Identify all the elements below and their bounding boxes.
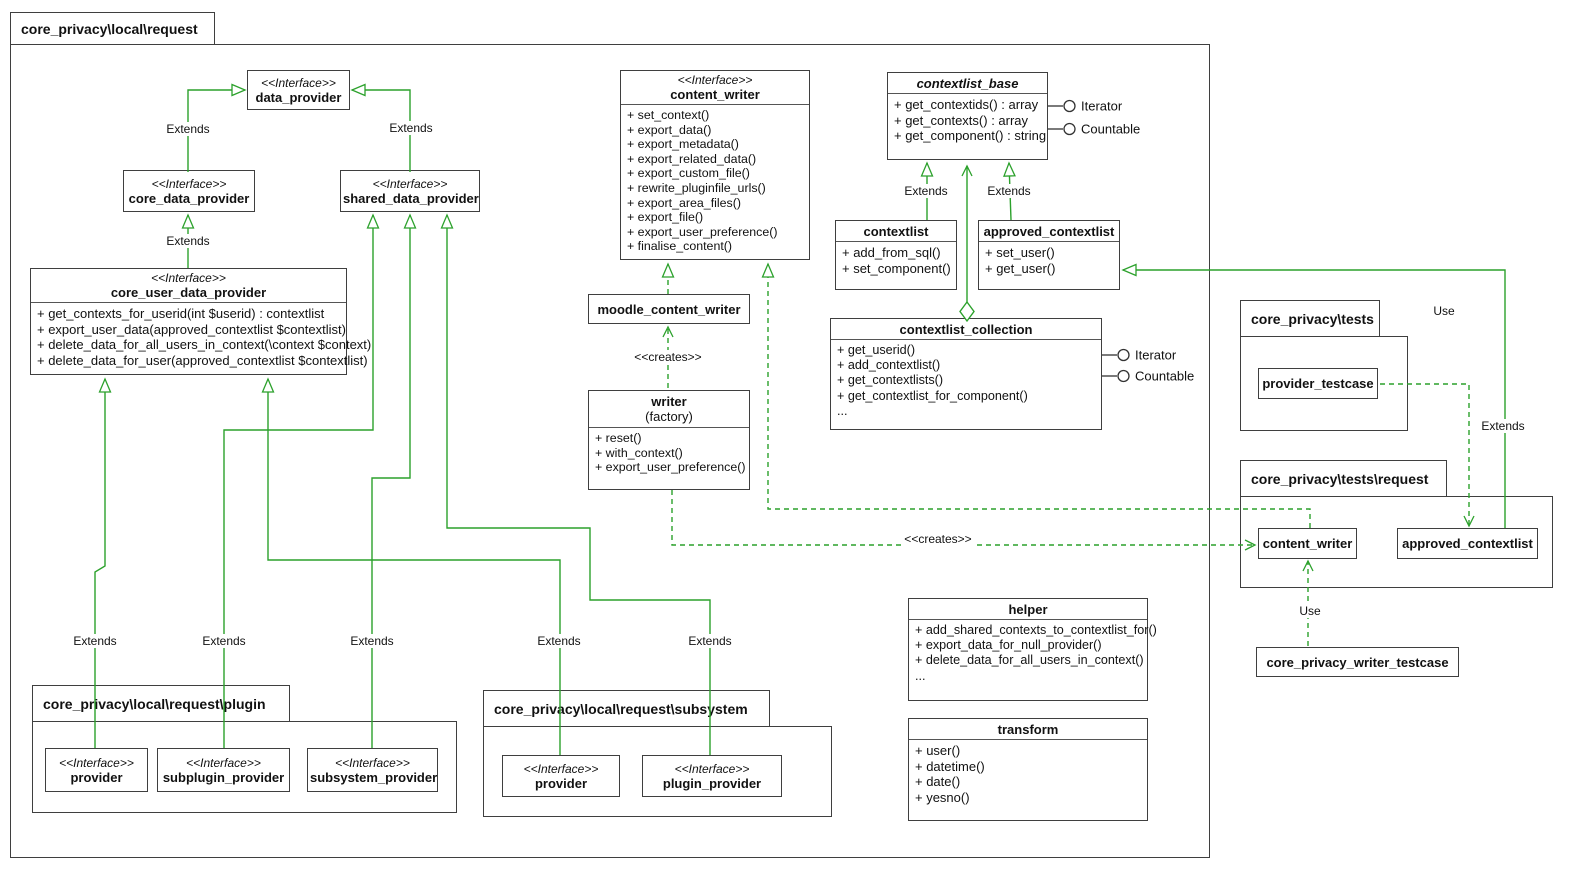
iterator-interface-label: Iterator [1081,98,1123,114]
package-plugin-tab: core_privacy\local\request\plugin [32,685,290,722]
extends-label: Extends [901,184,950,198]
class-title: core_user_data_provider [110,285,267,300]
class-provider-testcase [1258,368,1378,399]
class-title: moodle_content_writer [597,301,741,317]
class-title: subsystem_provider [310,769,438,785]
method: + set_user() [985,245,1055,260]
class-transform [908,718,1148,821]
extends-label: Extends [534,634,583,648]
class-plugin-provider-interface [45,748,148,792]
class-title: contextlist_base [916,76,1019,91]
class-title: approved_contextlist [1402,536,1533,551]
package-tests-tab: core_privacy\tests [1240,300,1380,337]
class-title: writer [651,394,687,409]
extends-label: Extends [163,234,212,248]
method: + add_shared_contexts_to_contextlist_for() [915,623,1157,637]
class-helper [908,598,1157,701]
method: + export_file() [627,210,704,225]
class-contextlist [835,220,957,290]
stereotype: <<Interface>> [151,271,226,285]
stereotype: <<Interface>> [335,755,410,770]
class-core-user-data-provider [30,268,372,375]
class-title: shared_data_provider [343,190,479,206]
creates-label: <<creates>> [631,350,704,364]
method: ... [837,403,848,418]
class-title: provider [70,769,123,785]
class-subsystem-plugin-provider [642,755,782,797]
package-tests-request-tab: core_privacy\tests\request [1240,460,1447,497]
class-subsystem-provider [307,748,438,792]
method: + set_context() [627,108,710,122]
class-subtitle: (factory) [645,409,693,424]
method: + yesno() [915,789,970,805]
method: + add_contextlist() [837,358,941,373]
extends-label: Extends [685,634,734,648]
class-title: content_writer [1262,536,1353,551]
method: + get_contexts() : array [894,112,1029,128]
method: + export_data() [627,122,712,137]
stereotype: <<Interface>> [372,176,448,191]
extends-label: Extends [386,121,435,135]
method: + delete_data_for_all_users_in_context() [915,653,1144,668]
class-moodle-content-writer [588,294,750,324]
method: + reset() [595,431,642,445]
method: + export_user_preference() [627,224,778,239]
method: + with_context() [595,445,683,460]
class-title: approved_contextlist [983,224,1115,239]
use-label: Use [1296,604,1323,618]
class-content-writer-test [1258,528,1357,559]
use-label: Use [1430,304,1457,318]
package-main-tab: core_privacy\local\request [10,12,215,45]
countable-interface-label: Countable [1135,368,1195,384]
stereotype: <<Interface>> [59,755,134,770]
method: + get_contextlist_for_component() [837,388,1028,403]
class-data-provider [247,70,350,110]
stereotype: <<Interface>> [186,755,261,770]
countable-interface-label: Countable [1081,121,1141,137]
class-approved-contextlist-test [1397,528,1538,559]
method: + date() [915,774,961,789]
class-core-data-provider [123,170,255,212]
method: + get_contextlists() [837,373,944,388]
method: + get_component() : string [894,128,1047,143]
method: + export_area_files() [627,195,741,210]
method: + export_metadata() [627,137,739,152]
method: + delete_data_for_user(approved_contextlist $contextlist) [37,352,368,368]
class-subplugin-provider [157,748,290,792]
extends-label: Extends [984,184,1033,198]
method: + get_contexts_for_userid(int $userid) : contextlist [37,306,325,321]
method: ... [915,668,926,683]
package-subsystem-tab: core_privacy\local\request\subsystem [483,690,770,727]
method: + datetime() [915,758,985,774]
class-subsystem-provider-interface [502,755,620,797]
method: + finalise_content() [627,239,733,254]
extends-label: Extends [1478,419,1527,433]
class-title: contextlist_collection [899,322,1033,337]
method: + set_component() [842,260,951,276]
class-writer [588,390,750,490]
class-title: plugin_provider [662,775,762,791]
extends-label: Extends [199,634,248,648]
class-title: core_data_provider [128,190,250,206]
class-contextlist-collection [830,318,1102,430]
method: + add_from_sql() [842,245,941,260]
method: + export_user_data(approved_contextlist $contextlist) [37,321,346,337]
class-title: transform [997,722,1059,737]
stereotype: <<Interface>> [523,761,599,776]
class-approved-contextlist [978,220,1120,290]
class-title: provider_testcase [1262,376,1374,391]
class-title: content_writer [670,87,760,102]
class-title: subplugin_provider [162,769,285,785]
method: + export_data_for_null_provider() [915,638,1102,653]
method: + export_related_data() [627,151,757,166]
extends-label: Extends [347,634,396,648]
class-title: contextlist [863,224,929,239]
stereotype: <<Interface>> [151,176,227,191]
method: + user() [915,743,961,758]
class-contextlist-base [887,72,1048,160]
method: + export_custom_file() [627,166,750,181]
class-title: provider [534,775,587,791]
method: + export_user_preference() [595,460,746,475]
stereotype: <<Interface>> [677,73,753,87]
method: + delete_data_for_all_users_in_context(\context $context) [37,337,372,352]
class-shared-data-provider [340,170,480,212]
iterator-interface-label: Iterator [1135,347,1177,363]
class-title: data_provider [255,89,342,105]
extends-label: Extends [70,634,119,648]
class-title: helper [1008,602,1048,617]
method: + get_user() [985,260,1056,276]
class-core-privacy-writer-testcase [1256,647,1459,677]
extends-label: Extends [163,122,212,136]
method: + get_userid() [837,343,916,357]
method: + rewrite_pluginfile_urls() [627,180,766,195]
class-title: core_privacy_writer_testcase [1266,654,1449,670]
stereotype: <<Interface>> [674,761,750,776]
class-content-writer [620,70,810,260]
method: + get_contextids() : array [894,97,1039,112]
creates-label: <<creates>> [901,532,974,546]
stereotype: <<Interface>> [261,75,336,90]
